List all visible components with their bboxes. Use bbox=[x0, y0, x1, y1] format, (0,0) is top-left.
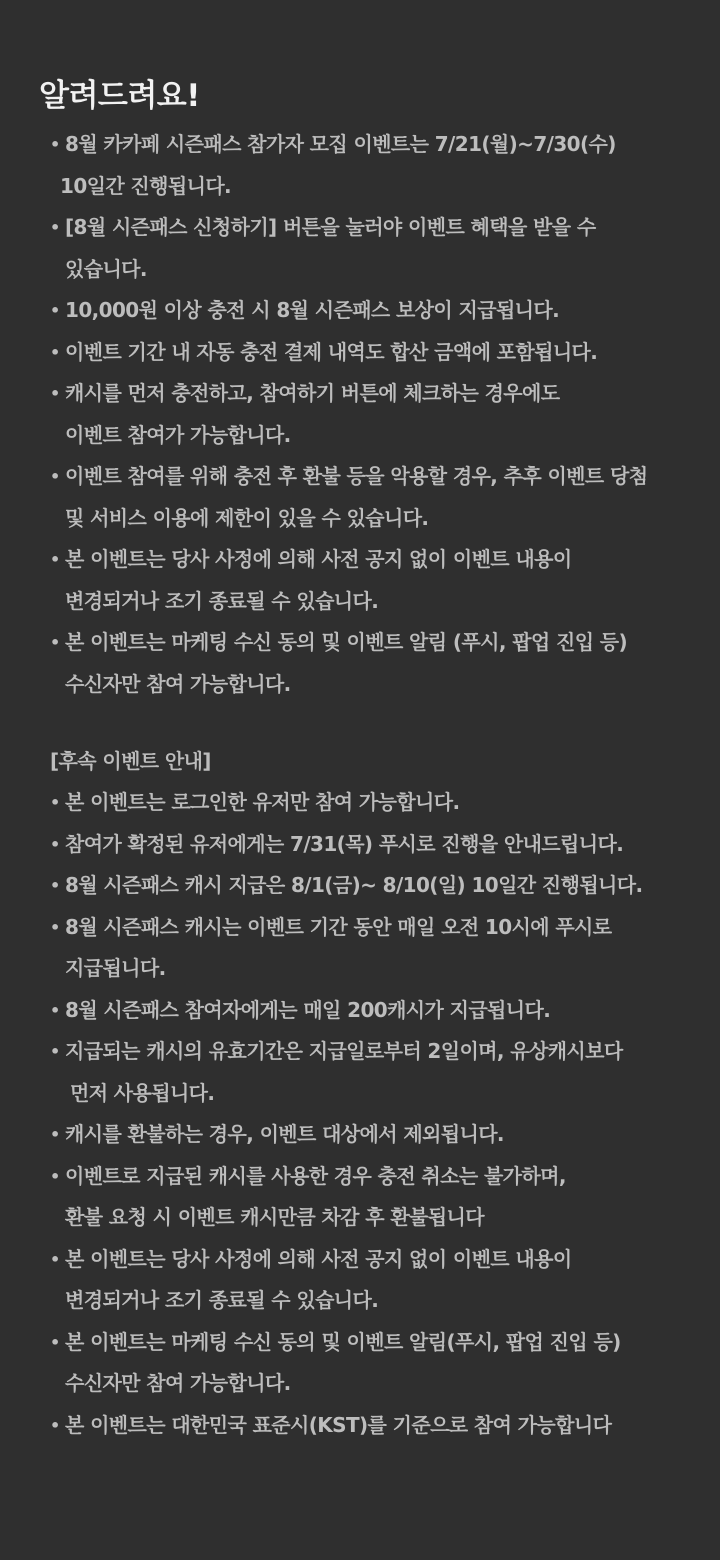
list-item bbox=[50, 1114, 700, 1156]
list-item-text: 참여가 확정된 유저에게는 7/31(목) 푸시로 진행을 안내드립니다. bbox=[65, 831, 624, 856]
bullet-dot: • bbox=[50, 218, 60, 237]
bullet-dot: • bbox=[50, 384, 60, 403]
list-item bbox=[50, 290, 700, 332]
list-item bbox=[50, 1156, 700, 1239]
list-item-text: 8월 카카페 시즌패스 참가자 모집 이벤트는 7/21(월)~7/30(수) bbox=[65, 132, 616, 156]
bullet-dot: • bbox=[50, 342, 60, 362]
list-item-text: 10,000원 이상 충전 시 8월 시즌패스 보상이 지급됩니다. bbox=[65, 298, 560, 322]
list-item-text: 캐시를 먼저 충전하고, 참여하기 버튼에 체크하는 경우에도 bbox=[65, 381, 560, 405]
list-item bbox=[50, 865, 700, 907]
list-item-text: 8월 시즌패스 참여자에게는 매일 200캐시가 지급됩니다. bbox=[65, 997, 551, 1022]
list-item-text: 이벤트로 지급된 캐시를 사용한 경우 충전 취소는 불가하며, bbox=[65, 1163, 566, 1188]
bullet-dot: • bbox=[50, 1166, 60, 1186]
list-item bbox=[50, 124, 700, 207]
list-item-text-continued: 이벤트 참여가 가능합니다. bbox=[65, 422, 291, 447]
list-item bbox=[50, 824, 700, 866]
followup-heading: [후속 이벤트 안내] bbox=[50, 749, 211, 773]
list-item-text: [8월 시즌패스 신청하기] 버튼을 눌러야 이벤트 혜택을 받을 수 bbox=[65, 215, 596, 239]
list-item-text-continued: 수신자만 참여 가능합니다. bbox=[65, 671, 291, 696]
bullet-dot: • bbox=[50, 550, 60, 569]
list-item bbox=[50, 1322, 700, 1405]
list-item bbox=[50, 373, 700, 456]
bullet-dot: • bbox=[50, 793, 60, 812]
bullet-dot: • bbox=[50, 1249, 60, 1269]
list-item-text: 지급되는 캐시의 유효기간은 지급일로부터 2일이며, 유상캐시보다 bbox=[65, 1039, 623, 1063]
list-item bbox=[50, 907, 700, 990]
list-item-text-continued: 10일간 진행됩니다. bbox=[60, 173, 232, 198]
bullet-dot: • bbox=[50, 467, 60, 486]
bullet-dot: • bbox=[50, 135, 60, 154]
list-item bbox=[50, 1239, 700, 1322]
bullet-dot: • bbox=[50, 876, 60, 895]
list-item-text: 이벤트 기간 내 자동 충전 결제 내역도 합산 금액에 포함됩니다. bbox=[65, 339, 598, 364]
list-item-text-continued: 먼저 사용됩니다. bbox=[70, 1080, 215, 1105]
list-item-text: 8월 시즌패스 캐시는 이벤트 기간 동안 매일 오전 10시에 푸시로 bbox=[65, 914, 612, 939]
bullet-dot: • bbox=[50, 1415, 60, 1435]
bullet-dot: • bbox=[50, 1000, 60, 1020]
list-item-text: 본 이벤트는 당사 사정에 의해 사전 공지 없이 이벤트 내용이 bbox=[65, 547, 572, 571]
list-item bbox=[50, 1031, 700, 1114]
bullet-dot: • bbox=[50, 1042, 60, 1061]
list-item-text-continued: 있습니다. bbox=[65, 256, 147, 281]
list-item bbox=[50, 207, 700, 290]
list-item-text: 캐시를 환불하는 경우, 이벤트 대상에서 제외됩니다. bbox=[65, 1122, 504, 1146]
list-item-text: 본 이벤트는 마케팅 수신 동의 및 이벤트 알림(푸시, 팝업 진입 등) bbox=[65, 1329, 621, 1354]
followup-notes-list bbox=[50, 782, 700, 1446]
bullet-dot: • bbox=[50, 834, 60, 854]
list-item-text: 8월 시즌패스 캐시 지급은 8/1(금)~ 8/10(일) 10일간 진행됩니다. bbox=[65, 873, 643, 897]
list-item-text: 본 이벤트는 마케팅 수신 동의 및 이벤트 알림 (푸시, 팝업 진입 등) bbox=[65, 630, 628, 654]
list-item-text: 본 이벤트는 대한민국 표준시(KST)를 기준으로 참여 가능합니다 bbox=[65, 1412, 612, 1437]
bullet-dot: • bbox=[50, 1125, 60, 1144]
list-item bbox=[50, 782, 700, 824]
notice-title: 알려드려요! bbox=[39, 78, 200, 114]
bullet-dot: • bbox=[50, 301, 60, 320]
list-item-text-continued: 변경되거나 조기 종료될 수 있습니다. bbox=[65, 588, 379, 613]
bullet-dot: • bbox=[50, 1332, 60, 1352]
list-item-text-continued: 및 서비스 이용에 제한이 있을 수 있습니다. bbox=[65, 505, 429, 530]
list-item bbox=[50, 456, 700, 539]
list-item-text: 이벤트 참여를 위해 충전 후 환불 등을 악용할 경우, 추후 이벤트 당첨 bbox=[65, 464, 648, 488]
bullet-dot: • bbox=[50, 633, 60, 652]
list-item bbox=[50, 1405, 700, 1447]
list-item-text: 본 이벤트는 당사 사정에 의해 사전 공지 없이 이벤트 내용이 bbox=[65, 1246, 572, 1271]
list-item-text-continued: 지급됩니다. bbox=[65, 956, 166, 980]
list-item bbox=[50, 539, 700, 622]
list-item bbox=[50, 622, 700, 705]
event-notes-list bbox=[50, 124, 700, 705]
list-item bbox=[50, 332, 700, 374]
bullet-dot: • bbox=[50, 917, 60, 937]
list-item-text-continued: 수신자만 참여 가능합니다. bbox=[65, 1371, 291, 1395]
list-item-text: 본 이벤트는 로그인한 유저만 참여 가능합니다. bbox=[65, 790, 460, 814]
list-item bbox=[50, 990, 700, 1032]
list-item-text-continued: 환불 요청 시 이벤트 캐시만큼 차감 후 환불됩니다 bbox=[65, 1205, 484, 1229]
list-item-text-continued: 변경되거나 조기 종료될 수 있습니다. bbox=[65, 1288, 379, 1312]
